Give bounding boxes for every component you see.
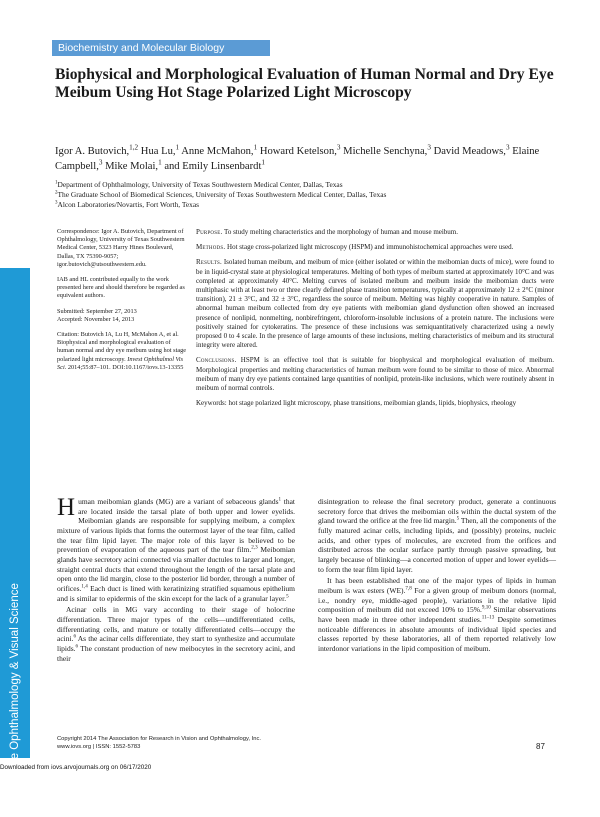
abstract-results: Results. Isolated human meibum, and meibum of mice (either isolated or within the meibomian ducts of mice), were found to be in liquid-crystal state at physiological temperatures. Melting of both types of meibum started at approximately 10°C and was completed at approximately 40°C. Melting curves of isolated meibum and meibum inside the meibomian ducts were multiphasic with at least two or three clearly defined phase transition temperatures, typically at approximately 12 ± 2°C (minor transition), 21 ± 3°C, and 32 ± 3°C, regardless the source of meibum. Melting was highly cooperative in nature. Samples of abnormal human meibum collected from dry eye patients with meibomian gland dysfunction often showed an increased presence of nonlipid, nonmelting, nonbirefringent, chloroform-insoluble inclusions of a protein nature. The inclusions were positively stained for cytokeratins. The presence of these inclusions was semiquantitatively characterized using a newly proposed 0 to 4 scale. In the presence of large amounts of these inclusions, melting characteristics of meibum and its structural integrity were altered. (196, 258, 554, 350)
body-column-left (57, 494, 295, 665)
affiliation: $^1$Department of Ophthalmology, University of Texas Southwestern Medical Center, Dallas, Texas (55, 180, 343, 189)
author[interactable]: and Emily Linsenbardt$^1$ (164, 157, 265, 172)
abstract-methods: Methods. Hot stage cross-polarized light microscopy (HSPM) and immunohistochemical approaches were used. (196, 243, 514, 252)
page-footer (57, 736, 557, 751)
author[interactable]: Elaine Campbell,$^3$ (55, 146, 540, 172)
author[interactable]: Anne McMahon,$^1$ (181, 143, 258, 157)
affiliation: $^3$Alcon Laboratories/Novartis, Fort Worth, Texas (55, 200, 199, 209)
abstract-conclusions: Conclusions. HSPM is an effective tool that is suitable for biophysical and morphological evaluation of meibum. Morphological properties and melting characteristics of human meibum were found to be similar to those of mice. Abnormal meibum of many dry eye patients contained large quantities of nonlipid, protein-like inclusions, which were routinely absent in meibum of normal controls. (196, 356, 554, 393)
abstract (196, 228, 554, 414)
download-note: Downloaded from iovs.arvojournals.org on 06/17/2020 (0, 764, 152, 771)
correspondence: Correspondence: Igor A. Butovich, Department of Ophthalmology, University of Texas Southwestern Medical Center, 5323 Harry Hines Boulevard, Dallas, TX 75390-9057; igor.butovich@utsouthwestern.edu. (57, 228, 185, 268)
page-number: 87 (536, 742, 545, 751)
citation: Citation: Butovich IA, Lu H, McMahon A, et al. Biophysical and morphological evaluation of human normal and dry eye meibum using hot stage polarized light microscopy. Invest Ophthalmol Vis Sci. 2014;55:87–101. DOI:10.1167/iovs.13-13355 (57, 331, 187, 371)
author[interactable]: David Meadows,$^3$ (433, 143, 510, 157)
keywords: Keywords: hot stage polarized light microscopy, phase transitions, meibomian glands, lipids, biophysics, rheology (196, 399, 517, 408)
accepted-date: Accepted: November 14, 2013 (57, 315, 135, 323)
body-paragraph: Acinar cells in MG vary according to their stage of holocrine differentiation. Three major types of the cells—undifferentiated cells, differentiating cells, and mature or totally differentiated cells—occupy the acini.$^6$ As the acinar cells differentiate, they start to synthesize and accumulate lipids.$^6$ The constant production of new meibocytes in the secretory acini, and their (57, 605, 295, 663)
affiliation-list (55, 180, 555, 210)
author[interactable]: Hua Lu,$^1$ (140, 143, 180, 157)
article-title: Biophysical and Morphological Evaluation of Human Normal and Dry Eye Meibum Using Hot Stage Polarized Light Microscopy (55, 66, 554, 101)
abstract-purpose: Purpose. To study melting characteristics and the morphology of human and mouse meibum. (196, 228, 459, 236)
author[interactable]: Mike Molai,$^1$ (105, 157, 162, 172)
author-list (55, 145, 555, 174)
author[interactable]: Michelle Senchyna,$^3$ (343, 143, 431, 157)
author[interactable]: Howard Ketelson,$^3$ (259, 143, 341, 157)
author[interactable]: Igor A. Butovich,$^{1,2}$ (55, 143, 139, 157)
dates (57, 308, 187, 324)
body-paragraph: disintegration to release the final secretory product, generate a continuous secretory force that drives the meibomian oils within the ductal system of the gland toward the orifice at the free lid margin.$^5$ Then, all the components of the fully matured acinar cells, including lipids, and (possibly) proteins, nucleic acids, and other types of molecules, are excreted from the orifices and distributed across the ocular surface partly through passive spreading, but largely because of blinking—a concerted motion of upper and lower eyelids—to form the tear film lipid layer. (318, 497, 556, 574)
issn-link[interactable]: www.iovs.org | ISSN: 1552-5783 (57, 743, 141, 750)
affiliation: $^2$The Graduate School of Biomedical Sciences, University of Texas Southwestern Medical Center, Dallas, Texas (55, 190, 387, 199)
body-paragraph: It has been established that one of the major types of lipids in human meibum is wax esters (WE).$^{7,8}$ For a given group of meibum donors (normal, i.e., nondry eye, middle-aged people), variations in the relative lipid composition of meibum did not exceed 10% to 15%.$^{9,10}$ Similar observations have been made in three other independent studies.$^{11-13}$ Despite sometimes noticeable differences in absolute amounts of individual lipid species and classes reported by these laboratories, all of them reported relatively low interdonor variations in the lipid composition of meibum. (318, 576, 556, 653)
drop-cap: H (57, 494, 76, 521)
article-metadata (57, 228, 187, 379)
body-paragraph: Human meibomian glands (MG) are a variant of sebaceous glands$^1$ that are located inside the tarsal plate of both upper and lower eyelids. Meibomian glands are responsible for supplying meibum, a complex mixture of various lipids that forms the outermost layer of the tear film, called the tear film lipid layer. The major role of this layer is believed to be prevention of evaporation of the aqueous part of the tear film.$^{2,3}$ Meibomian glands have secretory acini connected via smaller ductules to larger and longer, straight central ducts that extend throughout the length of the tarsal plate and open onto the lid margin, close to the posterior lid border, through a number of orifices.$^{1,4}$ Each duct is lined with keratinizing stratified squamous epithelium and is similar to epidermis of the skin except for the lack of a granular layer.$^5$ (57, 494, 295, 603)
contribution-note: IAB and HL contributed equally to the work presented here and should therefore be regarded as equivalent authors. (57, 276, 185, 300)
submitted-date: Submitted: September 27, 2013 (57, 307, 137, 315)
section-banner: Biochemistry and Molecular Biology (52, 40, 270, 56)
body-column-right (318, 497, 556, 656)
journal-sidebar-title: Investigative Ophthalmology & Visual Science (9, 583, 21, 817)
copyright: Copyright 2014 The Association for Research in Vision and Ophthalmology, Inc. (57, 736, 261, 742)
